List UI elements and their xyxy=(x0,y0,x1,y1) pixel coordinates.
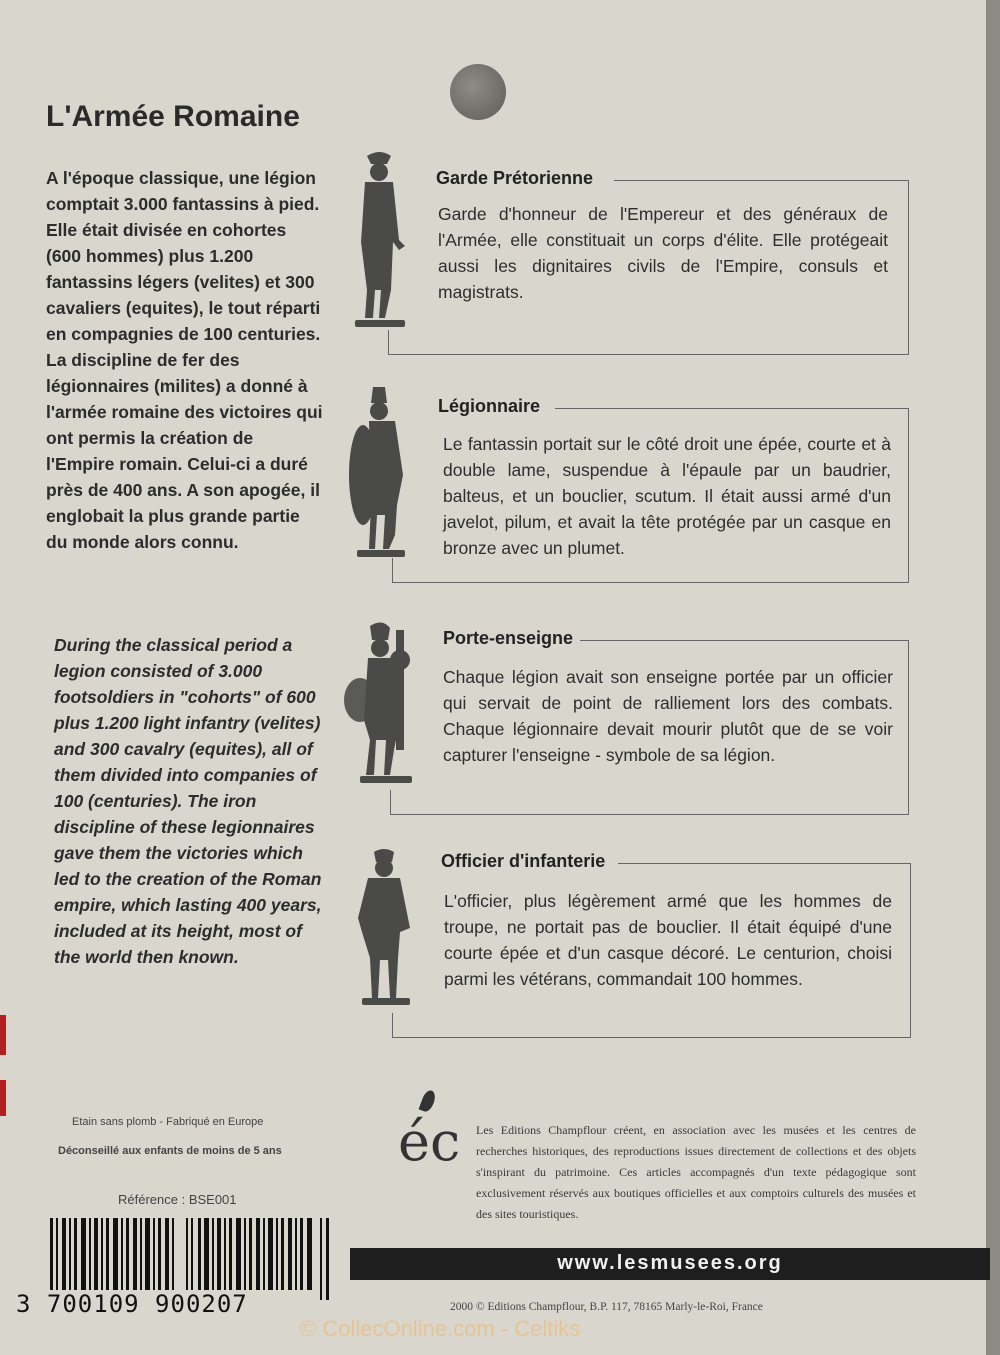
watermark: © CollecOnline.com - Celtiks xyxy=(300,1316,581,1341)
age-warning: Déconseillé aux enfants de moins de 5 ans xyxy=(58,1145,282,1157)
section-box-tick xyxy=(392,558,393,582)
section-text-standard-bearer: Chaque légion avait son enseigne portée par un officier qui servait de point de ralliement lors des combats. Chaque légionnaire devait mourir plutôt que de se voir capturer l'enseigne - symbole de sa légion. xyxy=(443,667,893,765)
barcode-number: 3 700109 900207 xyxy=(16,1290,248,1318)
publisher-logo: éc xyxy=(398,1110,461,1173)
section-box-tick xyxy=(390,790,391,814)
section-text-praetorian: Garde d'honneur de l'Empereur et des généraux de l'Armée, elle constituait un corps d'élite. Elle protégeait aussi les dignitaires civils de l'Empire, consuls et magistrats. xyxy=(438,204,888,302)
section-box-tick xyxy=(392,1013,393,1037)
page-title: L'Armée Romaine xyxy=(46,100,300,133)
barcode-icon xyxy=(50,1218,334,1300)
hang-hole xyxy=(450,64,506,120)
website-url[interactable]: www.lesmusees.org xyxy=(557,1252,783,1274)
reference-code: Référence : BSE001 xyxy=(118,1192,237,1207)
card-shadow xyxy=(986,0,1000,1355)
section-heading-standard-bearer: Porte-enseigne xyxy=(443,628,574,648)
section-heading-legionnaire: Légionnaire xyxy=(438,396,541,416)
section-box-tick xyxy=(388,330,389,354)
intro-text-french: A l'époque classique, une légion comptait 3.000 fantassins à pied. Elle était divisée en cohortes (600 hommes) plus 1.200 fantassins légers (velites) et 300 cavaliers (equites), le tout réparti en compagnies de 100 centuries. La discipline de fer des légionnaires (milites) a donné à l'armée romaine des victoires qui ont permis la création de l'Empire romain. Celui-ci a duré près de 400 ans. A son apogée, il englobait la plus grande partie du monde alors connu. xyxy=(46,168,323,552)
intro-text-english: During the classical period a legion consisted of 3.000 footsoldiers in "cohorts" of 600 plus 1.200 light infantry (velites) and 300 cavalry (equites), all of them divided into companies of 100 (centuries). The iron discipline of these legionnaires gave them the victories which led to the creation of the Roman empire, which lasting 400 years, included at its height, most of the world then known. xyxy=(54,635,322,967)
publisher-description: Les Editions Champflour créent, en association avec les musées et les centres de recherches historiques, des reproductions issues directement de collections et des objets s'inspirant du patrimoine. Ces articles accompagnés d'un texte pédagogique sont exclusivement réservés aux boutiques officielles et aux comptoirs culturels des musées et des sites touristiques. xyxy=(476,1123,916,1221)
section-heading-praetorian: Garde Prétorienne xyxy=(436,168,594,188)
copyright-line: 2000 © Editions Champflour, B.P. 117, 78165 Marly-le-Roi, France xyxy=(450,1301,763,1313)
section-text-legionnaire: Le fantassin portait sur le côté droit une épée, courte et à double lame, suspendue à l'épaule par un baudrier, balteus, et un bouclier, scutum. Il était aussi armé d'un javelot, pilum, et avait la tête protégée par un casque en bronze avec un plumet. xyxy=(443,434,891,558)
section-text-infantry-officer: L'officier, plus légèrement armé que les hommes de troupe, ne portait pas de bouclier. Il était équipé d'une courte épée et d'un casque décoré. Le centurion, choisi parmi les vétérans, commandait 100 hommes. xyxy=(444,891,892,989)
material-note: Etain sans plomb - Fabriqué en Europe xyxy=(72,1116,264,1128)
website-banner xyxy=(350,1248,990,1280)
section-heading-infantry-officer: Officier d'infanterie xyxy=(441,851,606,871)
red-mark xyxy=(0,1015,6,1055)
red-mark xyxy=(0,1080,6,1116)
